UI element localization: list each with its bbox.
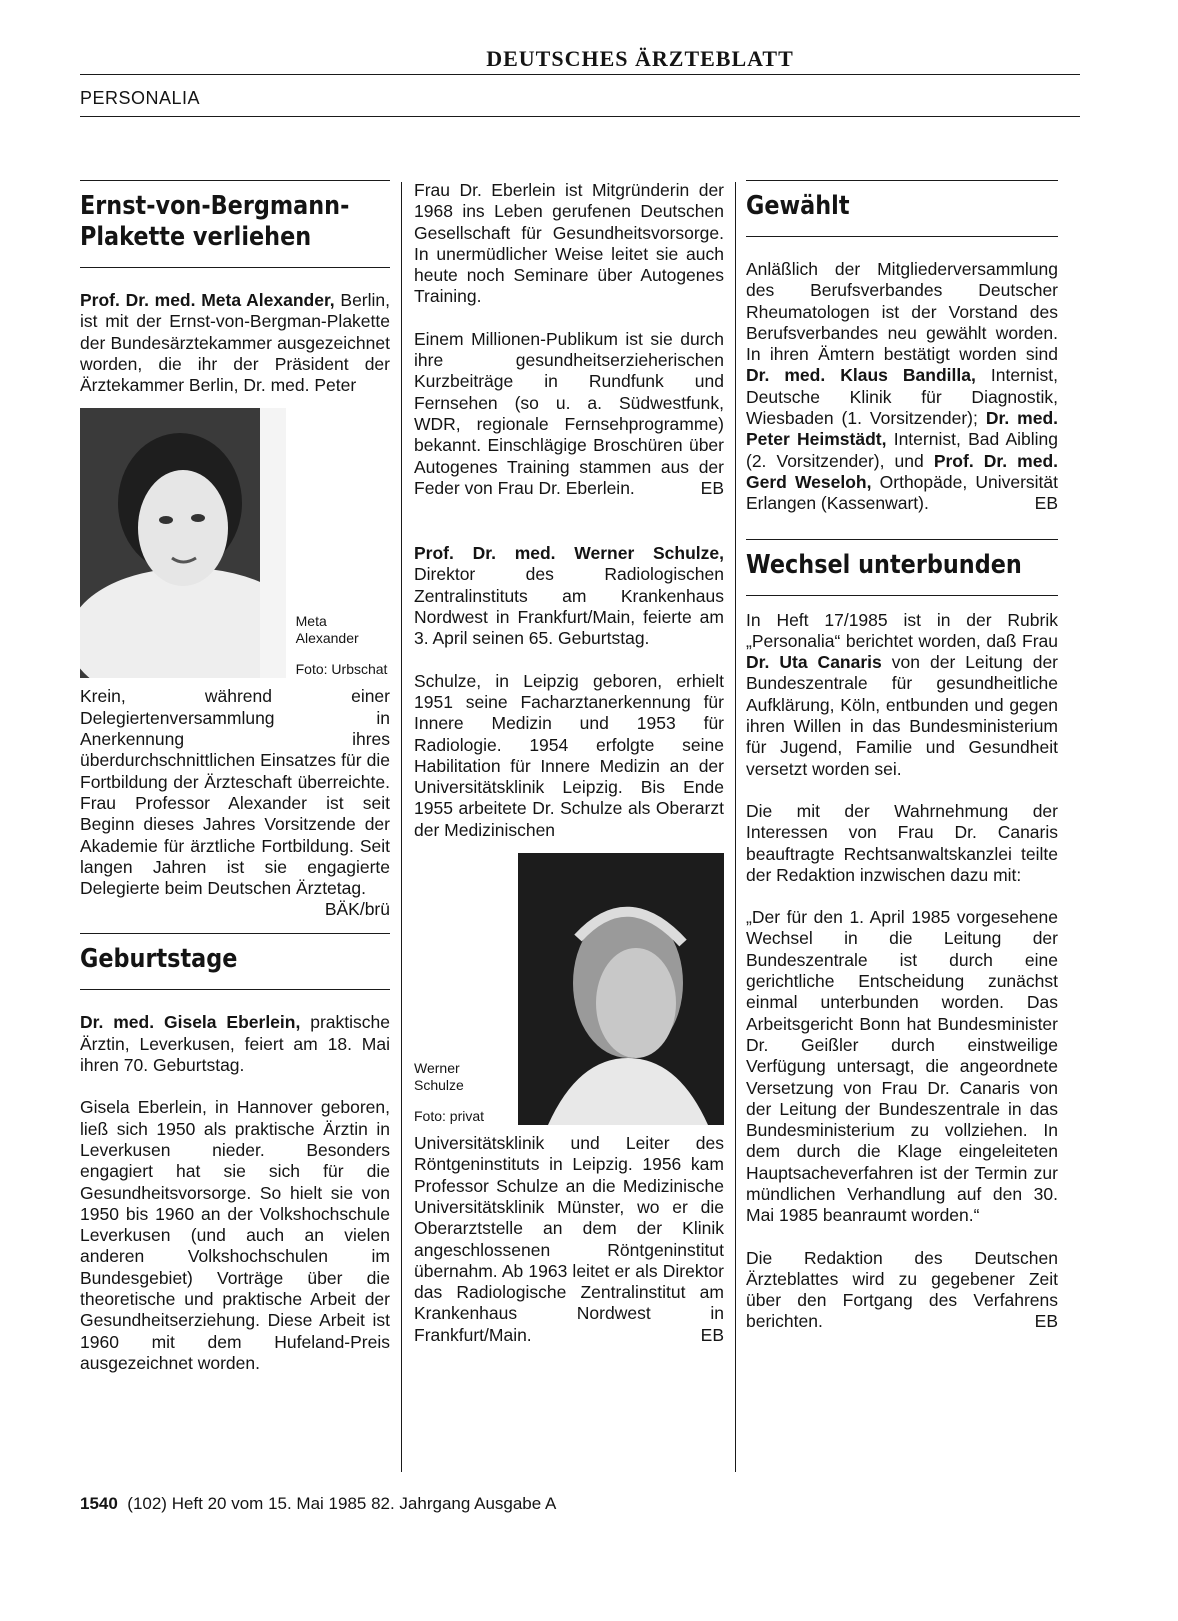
- photo-block: [80, 408, 390, 678]
- person-name: Prof. Dr. med. Werner Schulze,: [414, 543, 724, 564]
- masthead-rule: [80, 74, 1080, 75]
- article-paragraph: Die mit der Wahrnehmung der Interessen von Frau Dr. Canaris beauftragte Rechtsanwaltskanzlei teilte der Redaktion inzwischen dazu mit:: [746, 800, 1058, 885]
- photo-block: [414, 853, 724, 1125]
- column-2: [414, 180, 724, 1346]
- column-divider: [401, 182, 402, 1472]
- caption-name: Meta Alexander: [295, 613, 359, 647]
- article-paragraph: [80, 290, 390, 396]
- article-paragraph: Gisela Eberlein, in Hannover geboren, ließ sich 1950 als praktische Ärztin in Leverkusen nieder. Besonders engagiert hat sie sich für die Gesundheitsvorsorge. So hielt sie von 1950 bis 1960 an der Volkshochschule Leverkusen (und auch an vielen anderen Volkshochschulen im Bundesgebiet) Vorträge über die theoretische und praktische Arbeit der Gesundheitserziehung. Diese Arbeit ist 1960 mit dem Hufeland-Preis ausgezeichnet worden.: [80, 1097, 390, 1373]
- section-label: PERSONALIA: [80, 88, 201, 108]
- paragraph-text: Berlin, ist mit der Ernst-von-Bergman-Plakette der Bundesärztekammer ausgezeichnet worden, die ihr der Präsident der Ärztekammer Berlin, Dr. med. Peter: [80, 290, 390, 396]
- article-paragraph: [80, 1012, 390, 1076]
- masthead: DEUTSCHES ÄRZTEBLATT: [486, 46, 794, 71]
- paragraph-text: Orthopäde, Universität Erlangen (Kassenwart).: [746, 471, 1058, 514]
- caption-credit: Foto: Urbschat: [295, 661, 388, 678]
- issue-info: (102) Heft 20 vom 15. Mai 1985 82. Jahrgang Ausgabe A: [127, 1494, 557, 1513]
- paragraph-text: praktische Ärztin, Leverkusen, feiert am 18. Mai ihren 70. Geburtstag.: [80, 1012, 390, 1076]
- person-name: Prof. Dr. med. Meta Alexander,: [80, 290, 335, 310]
- column-3: [746, 180, 1058, 1333]
- article-heading: Ernst-von-Bergmann-Plakette verliehen: [80, 191, 350, 252]
- author-signature: EB: [1034, 1311, 1058, 1332]
- author-signature: BÄK/brü: [324, 899, 390, 920]
- author-signature: EB: [700, 1324, 724, 1345]
- author-signature: EB: [700, 477, 724, 498]
- author-signature: EB: [1034, 493, 1058, 514]
- article-heading: Gewählt: [746, 191, 850, 221]
- article-heading: Wechsel unterbunden: [746, 549, 1022, 580]
- portrait-photo: [80, 408, 286, 678]
- paragraph-text: In Heft 17/1985 ist in der Rubrik „Personalia“ berichtet worden, daß Frau: [746, 609, 1058, 651]
- person-name: Dr. med. Klaus Bandilla,: [746, 365, 976, 386]
- portrait-photo: [518, 853, 724, 1125]
- page-footer: [80, 1494, 556, 1514]
- article-paragraph: Frau Dr. Eberlein ist Mitgründerin der 1968 ins Leben gerufenen Deutschen Gesellschaft für Gesundheitsvorsorge. In unermüdlicher Weise leitet sie auch heute noch Seminare über Autogenes Training.: [414, 180, 724, 307]
- paragraph-text: Universitätsklinik und Leiter des Röntgeninstituts in Leipzig. 1956 kam Professor Schulze an die Medizinische Universitätsklinik Münster, wo er die Oberarztstelle an dem der Klinik angeschlossenen Röntgeninstitut übernahm. Ab 1963 leitet er als Direktor das Radiologische Zentralinstitut am Krankenhaus Nordwest in Frankfurt/Main.: [414, 1133, 724, 1345]
- column-divider: [735, 182, 736, 1472]
- person-name: Dr. Uta Canaris: [746, 652, 882, 673]
- article-paragraph: [746, 259, 1058, 515]
- page-number: 1540: [80, 1494, 118, 1513]
- person-name: Dr. med. Gisela Eberlein,: [80, 1012, 301, 1033]
- paragraph-text: Krein, während einer Delegiertenversammlung in Anerkennung ihres überdurchschnittlichen Einsatzes für die Fortbildung der Ärzteschaft überreichte. Frau Professor Alexander ist seit Beginn dieses Jahres Vorsitzende der Akademie für ärztliche Fortbildung. Seit langen Jahren ist sie engagierte Delegierte beim Deutschen Ärztetag.: [80, 686, 390, 899]
- paragraph-text: Anläßlich der Mitgliederversammlung des Berufsverbandes Deutscher Rheumatologen ist der Vorstand des Berufsverbandes neu gewählt worden. In ihren Ämtern bestätigt worden sind: [746, 259, 1058, 365]
- article-paragraph: [746, 1248, 1058, 1333]
- photo-caption: [286, 408, 390, 678]
- photo-caption: [414, 853, 518, 1125]
- section-rule: [80, 116, 1080, 117]
- article-paragraph: [414, 329, 724, 499]
- paragraph-text: Internist, Deutsche Klinik für Diagnostik, Wiesbaden (1. Vorsitzender);: [746, 365, 1058, 429]
- article-paragraph: [414, 543, 724, 649]
- caption-credit: Foto: privat: [414, 1108, 485, 1125]
- article-paragraph: [80, 686, 390, 920]
- article-paragraph: „Der für den 1. April 1985 vorgesehene Wechsel in die Leitung der Bundeszentrale ist durch eine gerichtliche Entscheidung zunächst einmal unterbunden worden. Das Arbeitsgericht Bonn hat Bundesminister Dr. Geißler durch einstweilige Verfügung untersagt, die angeordnete Versetzung von Frau Dr. Canaris von der Leitung der Bundeszentrale in das Bundesministerium zu vollziehen. In dem durch die Klage eingeleiteten Hauptsacheverfahren ist der Termin zur mündlichen Verhandlung auf den 30. Mai 1985 beanraumt worden.“: [746, 907, 1058, 1226]
- column-1: [80, 180, 390, 1374]
- article-heading: Geburtstage: [80, 944, 238, 975]
- person-name: Prof. Dr. med. Gerd Weseloh,: [746, 450, 1059, 492]
- paragraph-text: Direktor des Radiologischen Zentralinstituts am Krankenhaus Nordwest in Frankfurt/Main, feierte am 3. April seinen 65. Geburtstag.: [414, 564, 724, 649]
- article-paragraph: [414, 1133, 724, 1346]
- paragraph-text: Einem Millionen-Publikum ist sie durch ihre gesundheitserzieherischen Kurzbeiträge in Rundfunk und Fernsehen (so u. a. Südwestfunk, WDR, regionale Fernsehprogramme) bekannt. Einschlägige Broschüren über Autogenes Training stammen aus der Feder von Frau Dr. Eberlein.: [414, 328, 724, 498]
- paragraph-text: von der Leitung der Bundeszentrale für gesundheitliche Aufklärung, Köln, entbunden und gegen ihren Willen in das Bundesministerium für Jugend, Familie und Gesundheit versetzt worden sei.: [746, 652, 1059, 779]
- paragraph-text: Die Redaktion des Deutschen Ärzteblattes wird zu gegebener Zeit über den Fortgang des Verfahrens berichten.: [746, 1247, 1058, 1332]
- paragraph-text: Internist, Bad Aibling (2. Vorsitzender), und: [746, 429, 1059, 471]
- caption-name: Werner Schulze: [414, 1060, 464, 1094]
- article-paragraph: [746, 610, 1058, 780]
- person-name: Dr. med. Peter Heimstädt,: [746, 408, 1058, 450]
- article-paragraph: Schulze, in Leipzig geboren, erhielt 1951 seine Facharztanerkennung für Innere Medizin und 1953 für Radiologie. 1954 erfolgte seine Habilitation für Innere Medizin an der Universitätsklinik Leipzig. Bis Ende 1955 arbeitete Dr. Schulze als Oberarzt der Medizinischen: [414, 670, 724, 840]
